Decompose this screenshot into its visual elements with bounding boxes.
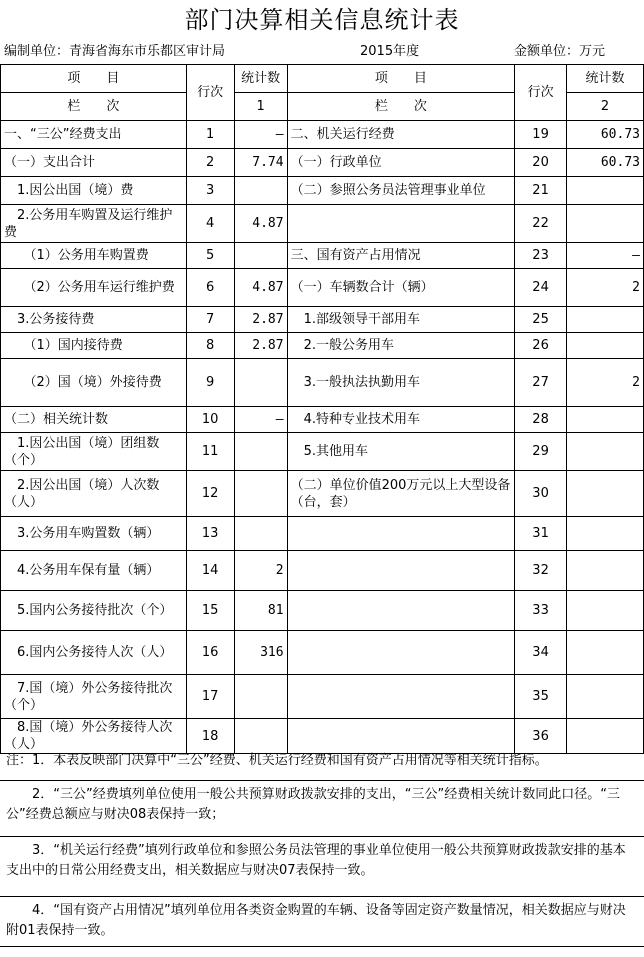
left-row-number: 2 — [186, 149, 234, 177]
right-item-label: （一）车辆数合计（辆） — [287, 269, 515, 307]
right-stat-value: 60.73 — [567, 121, 644, 149]
header-stat-left: 统计数 — [234, 65, 287, 93]
right-item-label: 2.一般公务用车 — [287, 333, 515, 359]
table-row — [1, 551, 644, 591]
right-row-number: 34 — [515, 631, 567, 675]
table-row — [1, 631, 644, 675]
right-item-label — [287, 675, 515, 719]
left-row-number: 11 — [186, 433, 234, 471]
right-stat-value — [567, 307, 644, 333]
right-stat-value — [567, 407, 644, 433]
right-item-label: 4.特种专业技术用车 — [287, 407, 515, 433]
right-stat-value — [567, 205, 644, 243]
header-col-left: 栏 次 — [1, 93, 187, 121]
left-stat-value: 4.87 — [234, 205, 287, 243]
left-stat-value — [234, 517, 287, 551]
right-stat-value — [567, 551, 644, 591]
left-stat-value: 7.74 — [234, 149, 287, 177]
right-row-number: 24 — [515, 269, 567, 307]
left-item-label: 5.国内公务接待批次（个） — [1, 591, 187, 631]
left-item-label: （二）相关统计数 — [1, 407, 187, 433]
page-title: 部门决算相关信息统计表 — [184, 6, 460, 34]
header-stat-col-left: 1 — [234, 93, 287, 121]
header-rowno-right: 行次 — [515, 65, 567, 121]
left-item-label: （1）公务用车购置费 — [1, 243, 187, 269]
header-item-left: 项 目 — [1, 65, 187, 93]
right-row-number: 26 — [515, 333, 567, 359]
left-item-label: （2）国（境）外接待费 — [1, 359, 187, 407]
table-row — [1, 333, 644, 359]
left-stat-value: — — [234, 407, 287, 433]
left-item-label: 6.国内公务接待人次（人） — [1, 631, 187, 675]
left-stat-value — [234, 177, 287, 205]
left-row-number: 13 — [186, 517, 234, 551]
right-item-label: （二）参照公务员法管理事业单位 — [287, 177, 515, 205]
left-stat-value — [234, 243, 287, 269]
left-row-number: 5 — [186, 243, 234, 269]
right-row-number: 20 — [515, 149, 567, 177]
right-item-label — [287, 205, 515, 243]
left-row-number: 10 — [186, 407, 234, 433]
left-item-label: （2）公务用车运行维护费 — [1, 269, 187, 307]
right-row-number: 32 — [515, 551, 567, 591]
table-row — [1, 471, 644, 517]
right-stat-value — [567, 433, 644, 471]
left-stat-value: 81 — [234, 591, 287, 631]
table-row — [1, 243, 644, 269]
left-item-label: （1）国内接待费 — [1, 333, 187, 359]
left-stat-value — [234, 675, 287, 719]
left-item-label: 2.因公出国（境）人次数（人） — [1, 471, 187, 517]
right-row-number: 28 — [515, 407, 567, 433]
table-row — [1, 205, 644, 243]
right-row-number: 35 — [515, 675, 567, 719]
table-row — [1, 591, 644, 631]
header-col-right: 栏 次 — [287, 93, 515, 121]
note-item: 2．“三公”经费填列单位使用一般公共预算财政拨款安排的支出，“三公”经费相关统计数同此口径。“三公”经费总额应与财决08表保持一致； — [0, 781, 644, 837]
table-row — [1, 269, 644, 307]
right-stat-value: 2 — [567, 269, 644, 307]
right-row-number: 29 — [515, 433, 567, 471]
left-item-label: 7.国（境）外公务接待批次（个） — [1, 675, 187, 719]
right-row-number: 23 — [515, 243, 567, 269]
left-item-label: 1.因公出国（境）团组数（个） — [1, 433, 187, 471]
notes-section — [0, 747, 644, 947]
right-row-number: 25 — [515, 307, 567, 333]
reporting-unit: 编制单位：青海省海东市乐都区审计局 — [4, 44, 226, 59]
right-item-label — [287, 631, 515, 675]
left-row-number: 18 — [186, 719, 234, 754]
header-stat-right: 统计数 — [567, 65, 644, 93]
left-item-label: 3.公务接待费 — [1, 307, 187, 333]
left-row-number: 4 — [186, 205, 234, 243]
table-row — [1, 675, 644, 719]
left-row-number: 3 — [186, 177, 234, 205]
right-stat-value — [567, 471, 644, 517]
left-row-number: 6 — [186, 269, 234, 307]
left-stat-value: 4.87 — [234, 269, 287, 307]
right-row-number: 19 — [515, 121, 567, 149]
table-row — [1, 359, 644, 407]
right-stat-value — [567, 631, 644, 675]
left-item-label: 一、“三公”经费支出 — [1, 121, 187, 149]
left-row-number: 17 — [186, 675, 234, 719]
left-item-label: 3.公务用车购置数（辆） — [1, 517, 187, 551]
right-stat-value: 2 — [567, 359, 644, 407]
table-row — [1, 433, 644, 471]
right-row-number: 22 — [515, 205, 567, 243]
right-item-label: 1.部级领导干部用车 — [287, 307, 515, 333]
right-stat-value — [567, 591, 644, 631]
left-row-number: 15 — [186, 591, 234, 631]
left-stat-value: 2.87 — [234, 333, 287, 359]
right-item-label: 3.一般执法执勤用车 — [287, 359, 515, 407]
left-item-label: 4.公务用车保有量（辆） — [1, 551, 187, 591]
header-stat-col-right: 2 — [567, 93, 644, 121]
table-row — [1, 307, 644, 333]
table-row — [1, 407, 644, 433]
left-stat-value — [234, 433, 287, 471]
currency-unit: 金额单位：万元 — [514, 44, 606, 59]
left-stat-value: 2 — [234, 551, 287, 591]
left-row-number: 16 — [186, 631, 234, 675]
right-stat-value — [567, 517, 644, 551]
right-item-label — [287, 591, 515, 631]
note-item: 4．“国有资产占用情况”填列单位用各类资金购置的车辆、设备等固定资产数量情况，相关数据应与财决附01表保持一致。 — [0, 897, 644, 947]
right-stat-value — [567, 675, 644, 719]
right-row-number: 31 — [515, 517, 567, 551]
right-row-number: 36 — [515, 719, 567, 754]
left-stat-value — [234, 359, 287, 407]
left-row-number: 14 — [186, 551, 234, 591]
right-row-number: 30 — [515, 471, 567, 517]
left-stat-value: 2.87 — [234, 307, 287, 333]
table-row — [1, 121, 644, 149]
header-rowno-left: 行次 — [186, 65, 234, 121]
right-row-number: 21 — [515, 177, 567, 205]
left-row-number: 1 — [186, 121, 234, 149]
right-item-label — [287, 517, 515, 551]
right-item-label: （二）单位价值200万元以上大型设备（台，套） — [287, 471, 515, 517]
right-stat-value: 60.73 — [567, 149, 644, 177]
left-stat-value — [234, 471, 287, 517]
left-item-label: 8.国（境）外公务接待人次（人） — [1, 719, 187, 754]
note-item: 注：1．本表反映部门决算中“三公”经费、机关运行经费和国有资产占用情况等相关统计指标。 — [0, 747, 644, 781]
table-row — [1, 517, 644, 551]
table-row — [1, 149, 644, 177]
note-item: 3．“机关运行经费”填列行政单位和参照公务员法管理的事业单位使用一般公共预算财政拨款安排的基本支出中的日常公用经费支出，相关数据应与财决07表保持一致。 — [0, 837, 644, 897]
right-row-number: 27 — [515, 359, 567, 407]
left-row-number: 9 — [186, 359, 234, 407]
left-row-number: 8 — [186, 333, 234, 359]
fiscal-year: 2015年度 — [360, 44, 420, 59]
left-stat-value: — — [234, 121, 287, 149]
right-item-label: （一）行政单位 — [287, 149, 515, 177]
left-item-label: 2.公务用车购置及运行维护费 — [1, 205, 187, 243]
right-item-label: 二、机关运行经费 — [287, 121, 515, 149]
left-stat-value: 316 — [234, 631, 287, 675]
left-item-label: （一）支出合计 — [1, 149, 187, 177]
left-item-label: 1.因公出国（境）费 — [1, 177, 187, 205]
right-row-number: 33 — [515, 591, 567, 631]
left-row-number: 7 — [186, 307, 234, 333]
statistics-table — [0, 64, 644, 754]
right-stat-value: — — [567, 243, 644, 269]
table-row — [1, 177, 644, 205]
right-stat-value — [567, 333, 644, 359]
right-item-label: 5.其他用车 — [287, 433, 515, 471]
left-row-number: 12 — [186, 471, 234, 517]
right-item-label: 三、国有资产占用情况 — [287, 243, 515, 269]
header-item-right: 项 目 — [287, 65, 515, 93]
right-stat-value — [567, 177, 644, 205]
right-item-label — [287, 551, 515, 591]
